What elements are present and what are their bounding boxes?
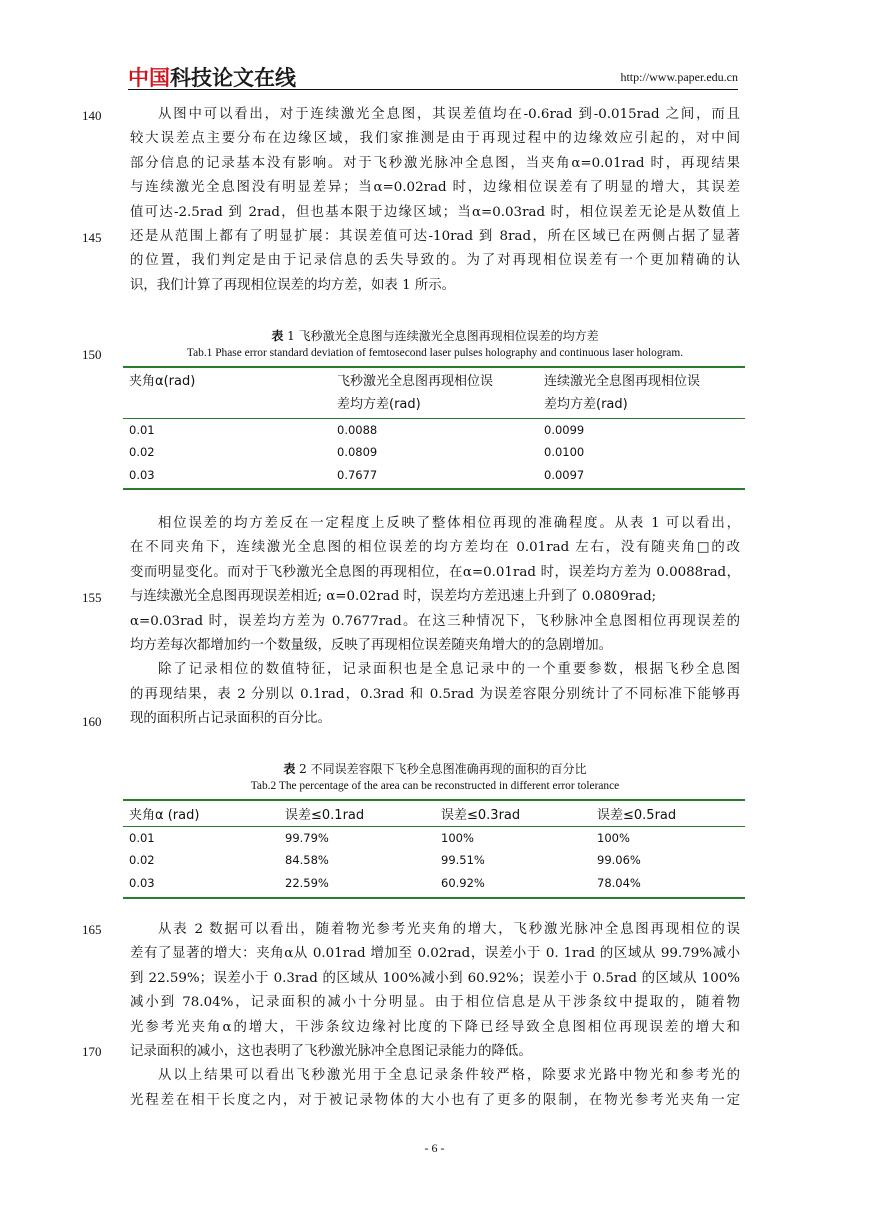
logo-dark-text: 科技论文在线	[170, 66, 296, 90]
table-row	[123, 442, 745, 465]
text-line: 识，我们计算了再现相位误差的均方差，如表 1 所示。	[130, 277, 456, 293]
text-line: 到 22.59%；误差小于 0.3rad 的区域从 100%减小到 60.92%；误差小于 0.5rad 的区域从 100%	[130, 970, 740, 986]
table-cell: 0.02	[129, 445, 155, 459]
table-cell: 0.01	[123, 418, 331, 442]
text-line: 与连续激光全息图没有明显差异；当α=0.02rad 时，边缘相位误差有了明显的增大，其误差	[130, 180, 740, 196]
table-cell: 0.0097	[538, 465, 745, 489]
journal-logo	[128, 62, 296, 92]
table2-caption-en: Tab.2 The percentage of the area can be reconstructed in different error tolerance	[250, 780, 620, 792]
text-line: 从以上结果可以看出飞秒激光用于全息记录条件较严格，除要求光路中物光和参考光的	[158, 1068, 740, 1084]
text-line: 差有了显著的增大：夹角α从 0.01rad 增加至 0.02rad，误差小于 0. 1rad 的区域从 99.79%减小	[130, 946, 740, 962]
text-line: 现的面积所占记录面积的百分比。	[130, 711, 331, 727]
table-header-row	[123, 393, 745, 418]
caption-text: 2 不同误差容限下飞秒全息图准确再现的面积的百分比	[295, 762, 587, 776]
table-cell: 78.04%	[591, 873, 745, 898]
caption-label: 表	[271, 329, 284, 343]
table-header-row	[123, 367, 745, 393]
text-line: 的再现结果，表 2 分别以 0.1rad，0.3rad 和 0.5rad 为误差容限分别统计了不同标准下能够再	[130, 686, 740, 702]
table-cell: 0.03	[123, 873, 279, 898]
table-row	[123, 873, 745, 898]
text-line: 的位置，我们判定是由于记录信息的丢失导致的。为了对再现相位误差有一个更加精确的认	[130, 253, 740, 269]
header-cell: 差均方差(rad)	[544, 397, 628, 412]
text-line: 较大误差点主要分布在边缘区域，我们家推测是由于再现过程中的边缘效应引起的，对中间	[130, 131, 740, 147]
header-cell: 差均方差(rad)	[337, 397, 421, 412]
table-cell: 0.0099	[538, 418, 745, 442]
table-cell: 100%	[435, 826, 591, 850]
text-line: 均方差每次都增加约一个数量级，反映了再现相位误差随夹角增大的的急剧增加。	[130, 637, 613, 653]
logo-red-text: 中国	[128, 66, 170, 90]
text-line: 在不同夹角下，连续激光全息图的相位误差的均方差均在 0.01rad 左右，没有随夹角□的改	[130, 540, 740, 556]
text-line: 与连续激光全息图再现误差相近; α=0.02rad 时，误差均方差迅速上升到了 0.0809rad;	[130, 589, 657, 605]
header-cell: 夹角α(rad)	[123, 367, 331, 393]
text-line: 部分信息的记录基本没有影响。对于飞秒激光脉冲全息图，当夹角α=0.01rad 时，再现结果	[130, 155, 740, 171]
header-url[interactable]: http://www.paper.edu.cn	[620, 70, 738, 84]
table-1	[123, 366, 745, 490]
paragraph-1	[130, 103, 740, 298]
text-line: 从表 2 数据可以看出，随着物光参考光夹角的增大，飞秒激光脉冲全息图再现相位的误	[158, 922, 740, 937]
text-line: α=0.03rad 时，误差均方差为 0.7677rad。在这三种情况下，飞秒脉冲全息图相位再现误差的	[130, 613, 740, 629]
table-row	[123, 826, 745, 850]
table-cell: 99.06%	[597, 853, 641, 867]
header-cell: 误差≤0.3rad	[435, 800, 591, 826]
line-number: 155	[82, 590, 102, 605]
table-cell: 0.03	[123, 465, 331, 489]
table-cell: 99.51%	[441, 853, 485, 867]
header-cell: 飞秒激光全息图再现相位误	[331, 367, 538, 393]
table1-caption-cn	[130, 327, 740, 344]
table-row	[123, 418, 745, 442]
text-line: 光程差在相干长度之内，对于被记录物体的大小也有了更多的限制，在物光参考光夹角一定	[130, 1092, 740, 1108]
line-number: 140	[82, 108, 102, 123]
line-number: 160	[82, 714, 102, 729]
text-line: 变而明显变化。而对于飞秒激光全息图的再现相位，在α=0.01rad 时，误差均方差为 0.0088rad，	[130, 564, 740, 580]
text-line: 光参考光夹角α的增大，干涉条纹边缘衬比度的下降已经导致全息图相位再现误差的增大和	[130, 1019, 740, 1035]
page-number: - 6 -	[424, 1141, 445, 1155]
header-rule	[128, 89, 738, 90]
caption-text: 1 飞秒激光全息图与连续激光全息图再现相位误差的均方差	[283, 329, 599, 343]
table2-caption-cn	[130, 760, 740, 777]
table-2	[123, 799, 745, 899]
text-line: 除了记录相位的数值特征，记录面积也是全息记录中的一个重要参数，根据飞秒全息图	[158, 662, 740, 678]
text-line: 值可达-2.5rad 到 2rad，但也基本限于边缘区域；当α=0.03rad 时，相位误差无论是从数值上	[130, 204, 740, 220]
table-cell: 0.01	[123, 826, 279, 850]
table-cell: 99.79%	[279, 826, 435, 850]
header-cell: 连续激光全息图再现相位误	[538, 367, 745, 393]
table-row	[123, 465, 745, 489]
text-line: 相位误差的均方差反在一定程度上反映了整体相位再现的准确程度。从表 1 可以看出，	[158, 516, 740, 531]
caption-label: 表	[283, 762, 296, 776]
table-cell: 100%	[591, 826, 745, 850]
header-cell	[123, 393, 331, 418]
text-line: 从图中可以看出，对于连续激光全息图，其误差值均在-0.6rad 到-0.015rad 之间，而且	[158, 107, 740, 122]
text-line: 记录面积的减小，这也表明了飞秒激光脉冲全息图记录能力的降低。	[130, 1043, 532, 1059]
table-cell: 84.58%	[285, 853, 329, 867]
table-cell: 0.0809	[337, 445, 378, 459]
table-header-row	[123, 800, 745, 826]
table-row	[123, 850, 745, 873]
header-cell: 误差≤0.1rad	[279, 800, 435, 826]
line-number: 145	[82, 230, 102, 245]
paragraph-2	[130, 512, 740, 732]
line-number: 150	[82, 347, 102, 362]
text-line: 减小到 78.04%，记录面积的减小十分明显。由于相位信息是从干涉条纹中提取的，随着物	[130, 995, 740, 1011]
paragraph-3	[130, 918, 740, 1113]
table-cell: 0.7677	[331, 465, 538, 489]
table1-caption-en: Tab.1 Phase error standard deviation of femtosecond laser pulses holography and continuous laser hologram.	[186, 347, 684, 359]
table-cell: 60.92%	[435, 873, 591, 898]
table-cell: 0.0100	[544, 445, 585, 459]
header-cell: 误差≤0.5rad	[591, 800, 745, 826]
table-cell: 0.0088	[331, 418, 538, 442]
header-cell: 夹角α (rad)	[123, 800, 279, 826]
text-line: 还是从范围上都有了明显扩展：其误差值可达-10rad 到 8rad，所在区域已在两侧占据了显著	[130, 228, 740, 244]
line-number: 165	[82, 922, 102, 937]
table-cell: 0.02	[129, 853, 155, 867]
line-number: 170	[82, 1044, 102, 1059]
page-header	[128, 62, 738, 88]
table-cell: 22.59%	[279, 873, 435, 898]
